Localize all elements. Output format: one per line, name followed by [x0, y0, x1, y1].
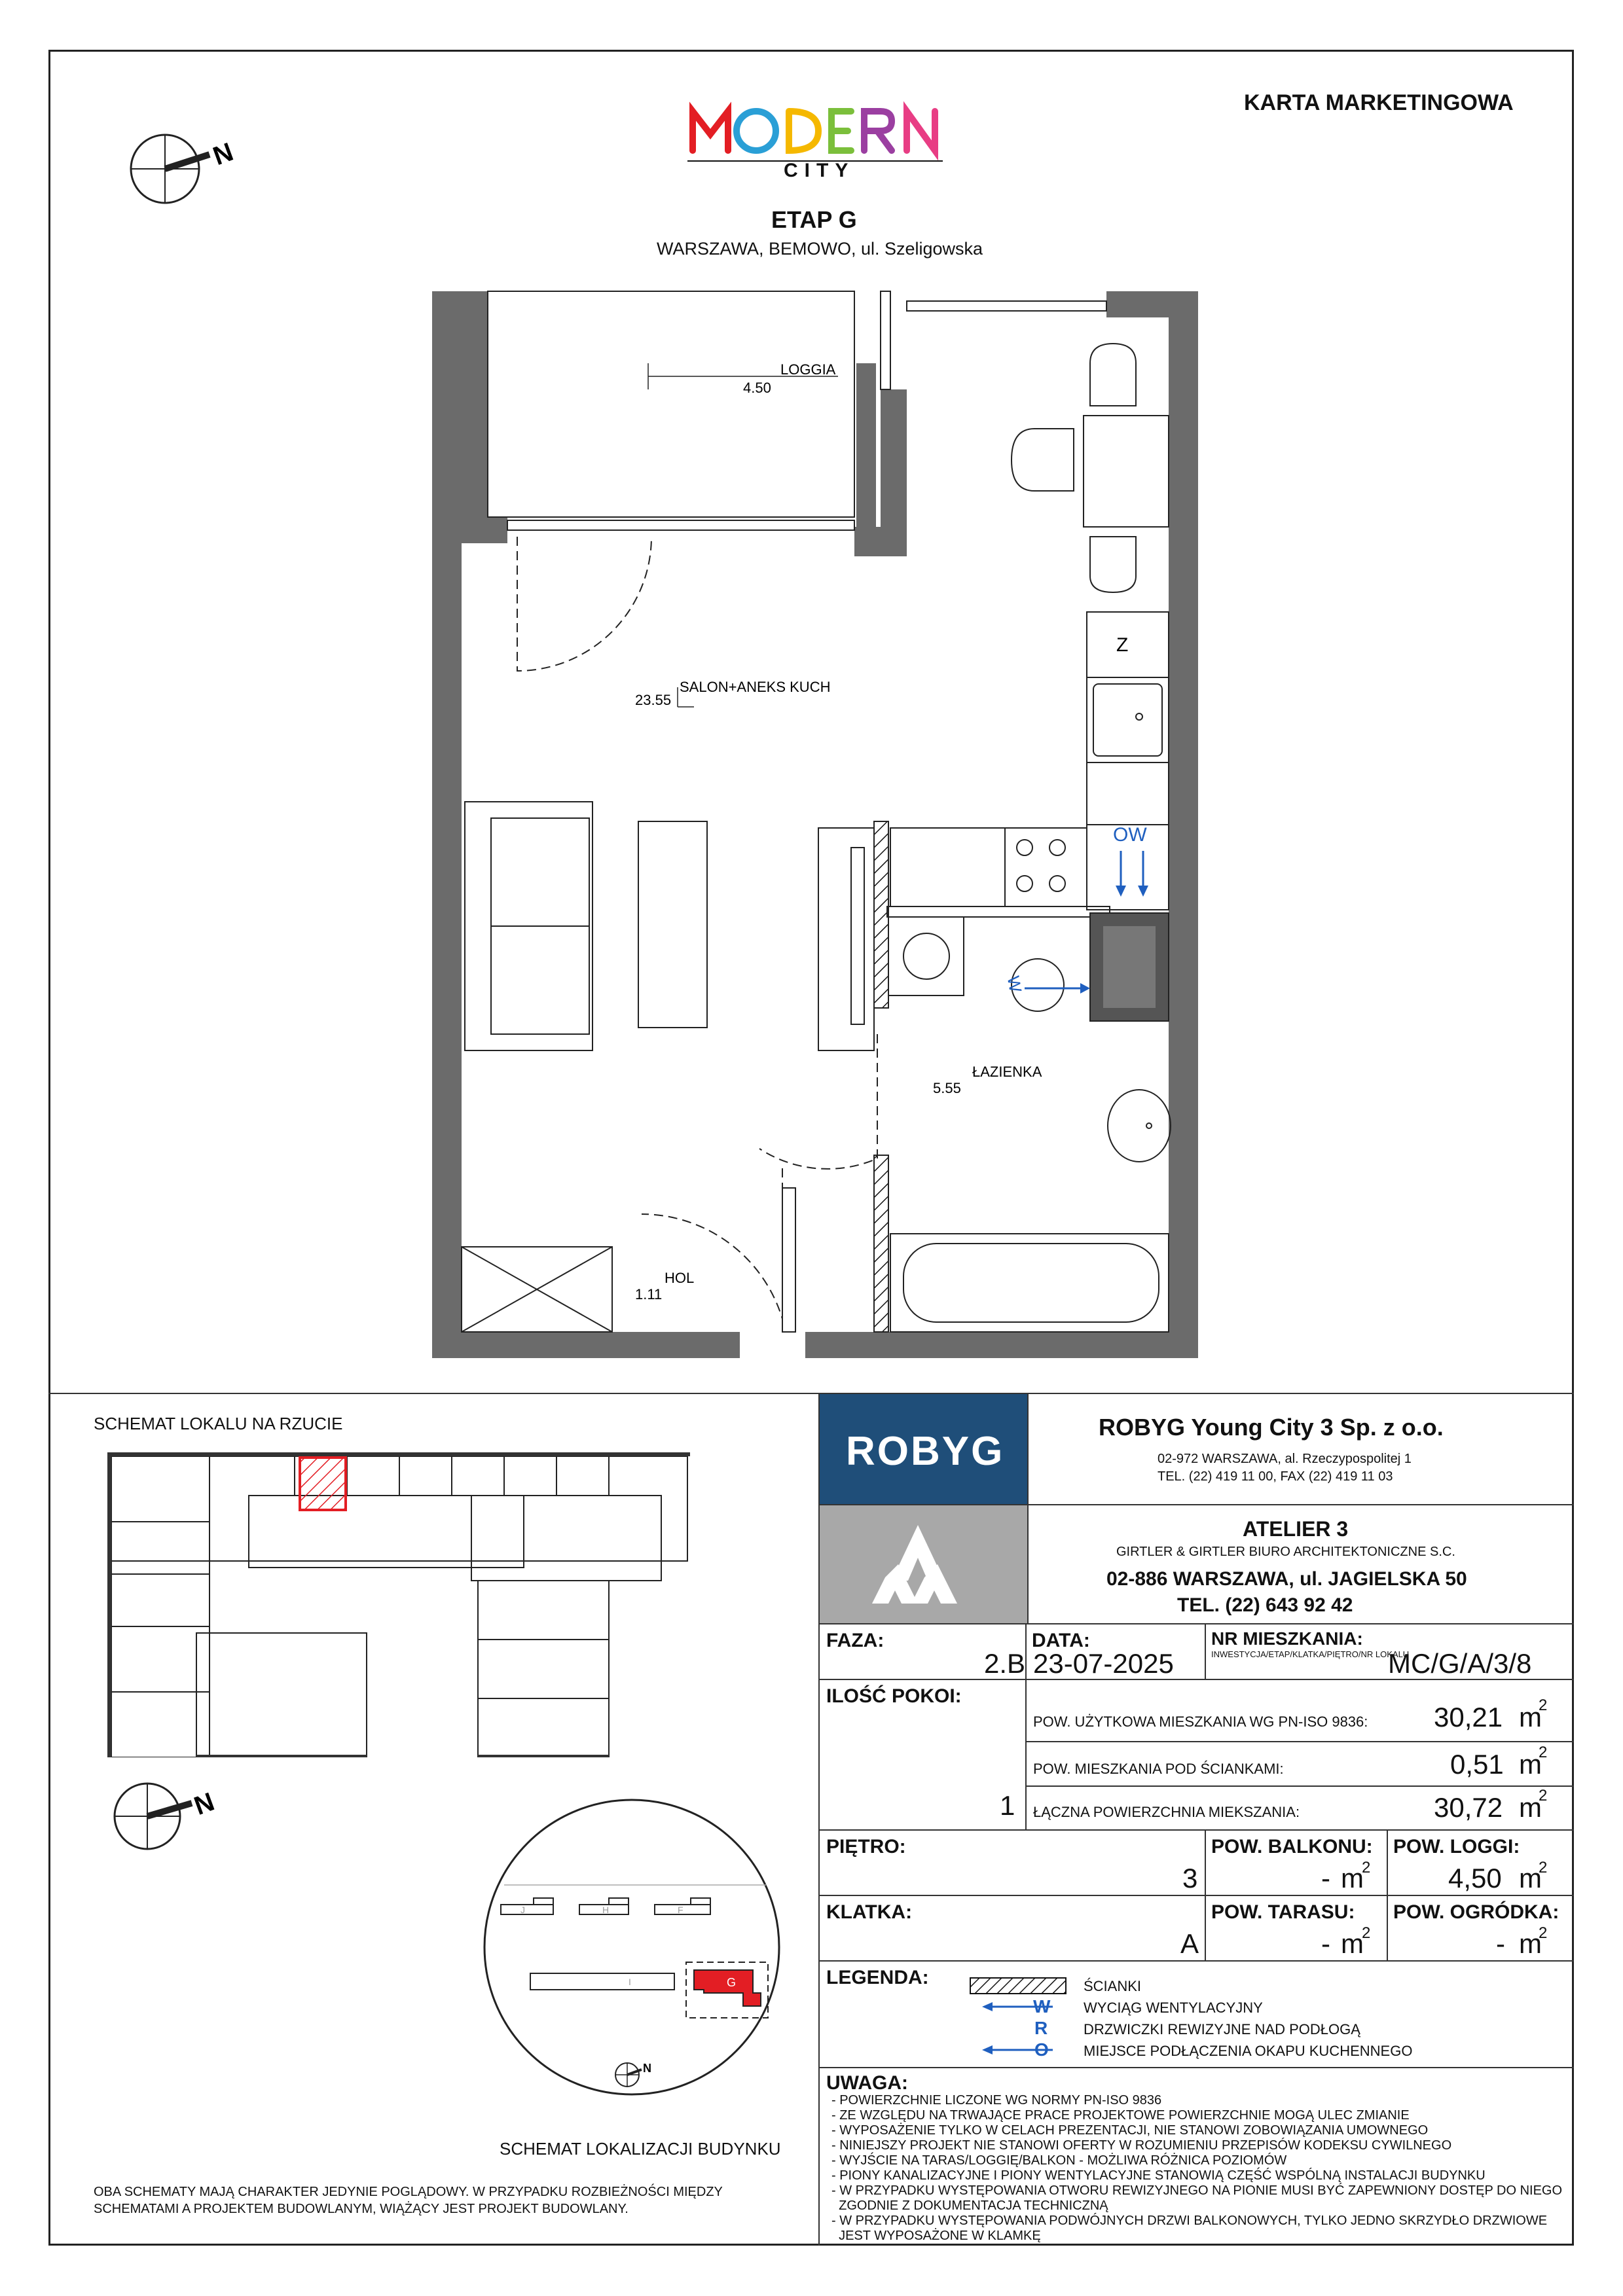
building-schema-title: SCHEMAT LOKALIZACJI BUDYNKU — [500, 2139, 781, 2159]
terrace-value: - — [1321, 1928, 1330, 1959]
company-name: ROBYG Young City 3 Sp. z o.o. — [1099, 1414, 1444, 1441]
svg-text:G: G — [727, 1976, 737, 1989]
company-address: 02-972 WARSZAWA, al. Rzeczypospolitej 1 — [1158, 1452, 1412, 1466]
data-value: 23-07-2025 — [1033, 1648, 1174, 1679]
stair-value: A — [1180, 1928, 1199, 1959]
faza-value: 2.B — [984, 1648, 1026, 1679]
room-area-salon: 23.55 — [635, 692, 672, 708]
nr-value: MC/G/A/3/8 — [1388, 1648, 1532, 1679]
floor-value: 3 — [1182, 1863, 1198, 1893]
north-arrow-icon-schema — [108, 1777, 232, 1856]
area-usable-value: 30,21 — [1434, 1702, 1503, 1732]
svg-text:H: H — [602, 1905, 610, 1915]
notes-list — [831, 2093, 1565, 2244]
legend-title: LEGENDA: — [826, 1967, 929, 1988]
balcony-label: POW. BALKONU: — [1211, 1836, 1373, 1857]
disclaimer-line1: OBA SCHEMATY MAJĄ CHARAKTER JEDYNIE POGLĄDOWY. W PRZYPADKU ROZBIEŻNOŚCI MIĘDZY — [94, 2185, 723, 2199]
data-label: DATA: — [1032, 1630, 1090, 1651]
architect-phone: TEL. (22) 643 92 42 — [1177, 1594, 1353, 1616]
garden-value: - — [1496, 1928, 1505, 1959]
nr-label: NR MIESZKANIA: — [1211, 1628, 1363, 1649]
note-line: - POWIERZCHNIE LICZONE WG NORMY PN-ISO 9836 — [831, 2093, 1162, 2108]
note-line: - WYJŚCIE NA TARAS/LOGGIĘ/BALKON - MOŻLIWA RÓŻNICA POZIOMÓW — [831, 2153, 1287, 2168]
logo-city: CITY — [784, 160, 855, 181]
building-location-schema — [478, 1793, 786, 2101]
legend-ventilation: WYCIĄG WENTYLACYJNY — [1084, 2000, 1263, 2016]
room-name-bathroom: ŁAZIENKA — [972, 1064, 1042, 1080]
area-total-label: ŁĄCZNA POWIERZCHNIA MIEKSZANIA: — [1033, 1804, 1300, 1820]
note-line: - W PRZYPADKU WYSTĘPOWANIA OTWORU REWIZYJNEGO NA PIONIE MUSI BYĆ ZAPEWNIONY DOSTĘP DO NIEGO — [831, 2183, 1563, 2198]
company-phone: TEL. (22) 419 11 00, FAX (22) 419 11 03 — [1158, 1469, 1393, 1484]
legend-o-symbol: O — [1034, 2039, 1049, 2060]
room-area-hall: 1.11 — [635, 1286, 663, 1302]
rooms-value: 1 — [1000, 1790, 1015, 1821]
faza-label: FAZA: — [826, 1630, 884, 1651]
legend-r-symbol: R — [1034, 2018, 1048, 2038]
rooms-label: ILOŚĆ POKOI: — [826, 1685, 962, 1707]
note-line: ZGODNIE Z DOKUMENTACJA TECHNICZNĄ — [831, 2198, 1108, 2213]
stair-label: KLATKA: — [826, 1901, 913, 1923]
walls-legend-swatch — [969, 1977, 1067, 1995]
room-name-hall: HOL — [665, 1270, 695, 1286]
address-line: WARSZAWA, BEMOWO, ul. Szeligowska — [657, 239, 983, 259]
legend-w-symbol: W — [1033, 1996, 1051, 2017]
note-line: - ZE WZGLĘDU NA TRWAJĄCE PRACE PROJEKTOWE POWIERZCHNIE MOGĄ ULEC ZMIANIE — [831, 2108, 1410, 2123]
card-title: KARTA MARKETINGOWA — [1244, 90, 1514, 115]
loggia-label: POW. LOGGI: — [1393, 1836, 1520, 1857]
svg-text:I: I — [629, 1977, 631, 1987]
atelier-logo — [820, 1505, 1027, 1623]
room-area-loggia: 4.50 — [743, 380, 771, 396]
svg-text:F: F — [678, 1905, 684, 1915]
architect-firm: GIRTLER & GIRTLER BIURO ARCHITEKTONICZNE S.C. — [1116, 1545, 1455, 1559]
terrace-label: POW. TARASU: — [1211, 1901, 1355, 1923]
architect-name: ATELIER 3 — [1243, 1517, 1349, 1541]
legend-revision: DRZWICZKI REWIZYJNE NAD PODŁOGĄ — [1084, 2021, 1360, 2037]
note-line: JEST WYPOSAŻONE W KLAMKĘ — [831, 2229, 1041, 2243]
robyg-logo: ROBYG — [820, 1394, 1027, 1504]
architect-address: 02-886 WARSZAWA, ul. JAGIELSKA 50 — [1106, 1568, 1467, 1590]
east-wall — [1169, 291, 1198, 1358]
area-total-value: 30,72 — [1434, 1792, 1503, 1823]
note-line: - PIONY KANALIZACYJNE I PIONY WENTYLACYJNE STANOWIĄ CZĘŚĆ WSPÓLNĄ INSTALACJI BUDYNKU — [831, 2168, 1486, 2183]
balcony-value: - — [1321, 1863, 1330, 1893]
stage-title: ETAP G — [771, 206, 857, 233]
w-label: W — [1003, 974, 1026, 994]
legend-walls: ŚCIANKI — [1084, 1978, 1142, 1994]
north-arrow-icon — [126, 130, 250, 208]
note-line: - NINIEJSZY PROJEKT NIE STANOWI OFERTY W ROZUMIENIU PRZEPISÓW KODEKSU CYWILNEGO — [831, 2138, 1452, 2153]
apartment-highlight — [300, 1458, 346, 1510]
room-area-bathroom: 5.55 — [933, 1080, 961, 1096]
note-line: - WYPOSAŻENIE TYLKO W CELACH PREZENTACJI, NIE STANOWI ZOBOWIĄZANIA UMOWNEGO — [831, 2123, 1429, 2138]
svg-text:N: N — [643, 2062, 651, 2075]
floor-plan — [419, 278, 1224, 1378]
garden-label: POW. OGRÓDKA: — [1393, 1901, 1559, 1923]
fridge-label: Z — [1116, 634, 1129, 656]
bottom-divider — [48, 1393, 1574, 1394]
floor-schema — [98, 1443, 805, 1757]
note-line: - W PRZYPADKU WYSTĘPOWANIA PODWÓJNYCH DRZWI BALKONOWYCH, TYLKO JEDNO SKRZYDŁO DRZWIOWE — [831, 2214, 1548, 2228]
area-under-walls-label: POW. MIESZKANIA POD ŚCIANKAMI: — [1033, 1761, 1284, 1777]
area-under-walls-value: 0,51 — [1450, 1749, 1504, 1780]
svg-text:N: N — [190, 1787, 219, 1821]
floor-schema-title: SCHEMAT LOKALU NA RZUCIE — [94, 1414, 343, 1433]
loggia-value: 4,50 — [1448, 1863, 1502, 1893]
disclaimer-line2: SCHEMATAMI A PROJEKTEM BUDOWLANYM, WIĄŻĄCY JEST PROJEKT BUDOWLANY. — [94, 2202, 629, 2216]
loggia-outline — [488, 291, 854, 517]
room-name-loggia: LOGGIA — [780, 361, 836, 378]
legend-hood: MIEJSCE PODŁĄCZENIA OKAPU KUCHENNEGO — [1084, 2043, 1413, 2059]
floor-label: PIĘTRO: — [826, 1836, 906, 1857]
ow-label: OW — [1113, 824, 1147, 846]
notes-title: UWAGA: — [826, 2072, 908, 2094]
svg-text:J: J — [520, 1905, 525, 1915]
west-wall — [432, 291, 462, 1358]
nr-sublabel: INWESTYCJA/ETAP/KLATKA/PIĘTRO/NR LOKALU — [1211, 1649, 1410, 1659]
room-name-salon: SALON+ANEKS KUCH — [680, 679, 831, 695]
area-usable-label: POW. UŻYTKOWA MIESZKANIA WG PN-ISO 9836: — [1033, 1713, 1368, 1730]
north-label: N — [209, 137, 237, 171]
